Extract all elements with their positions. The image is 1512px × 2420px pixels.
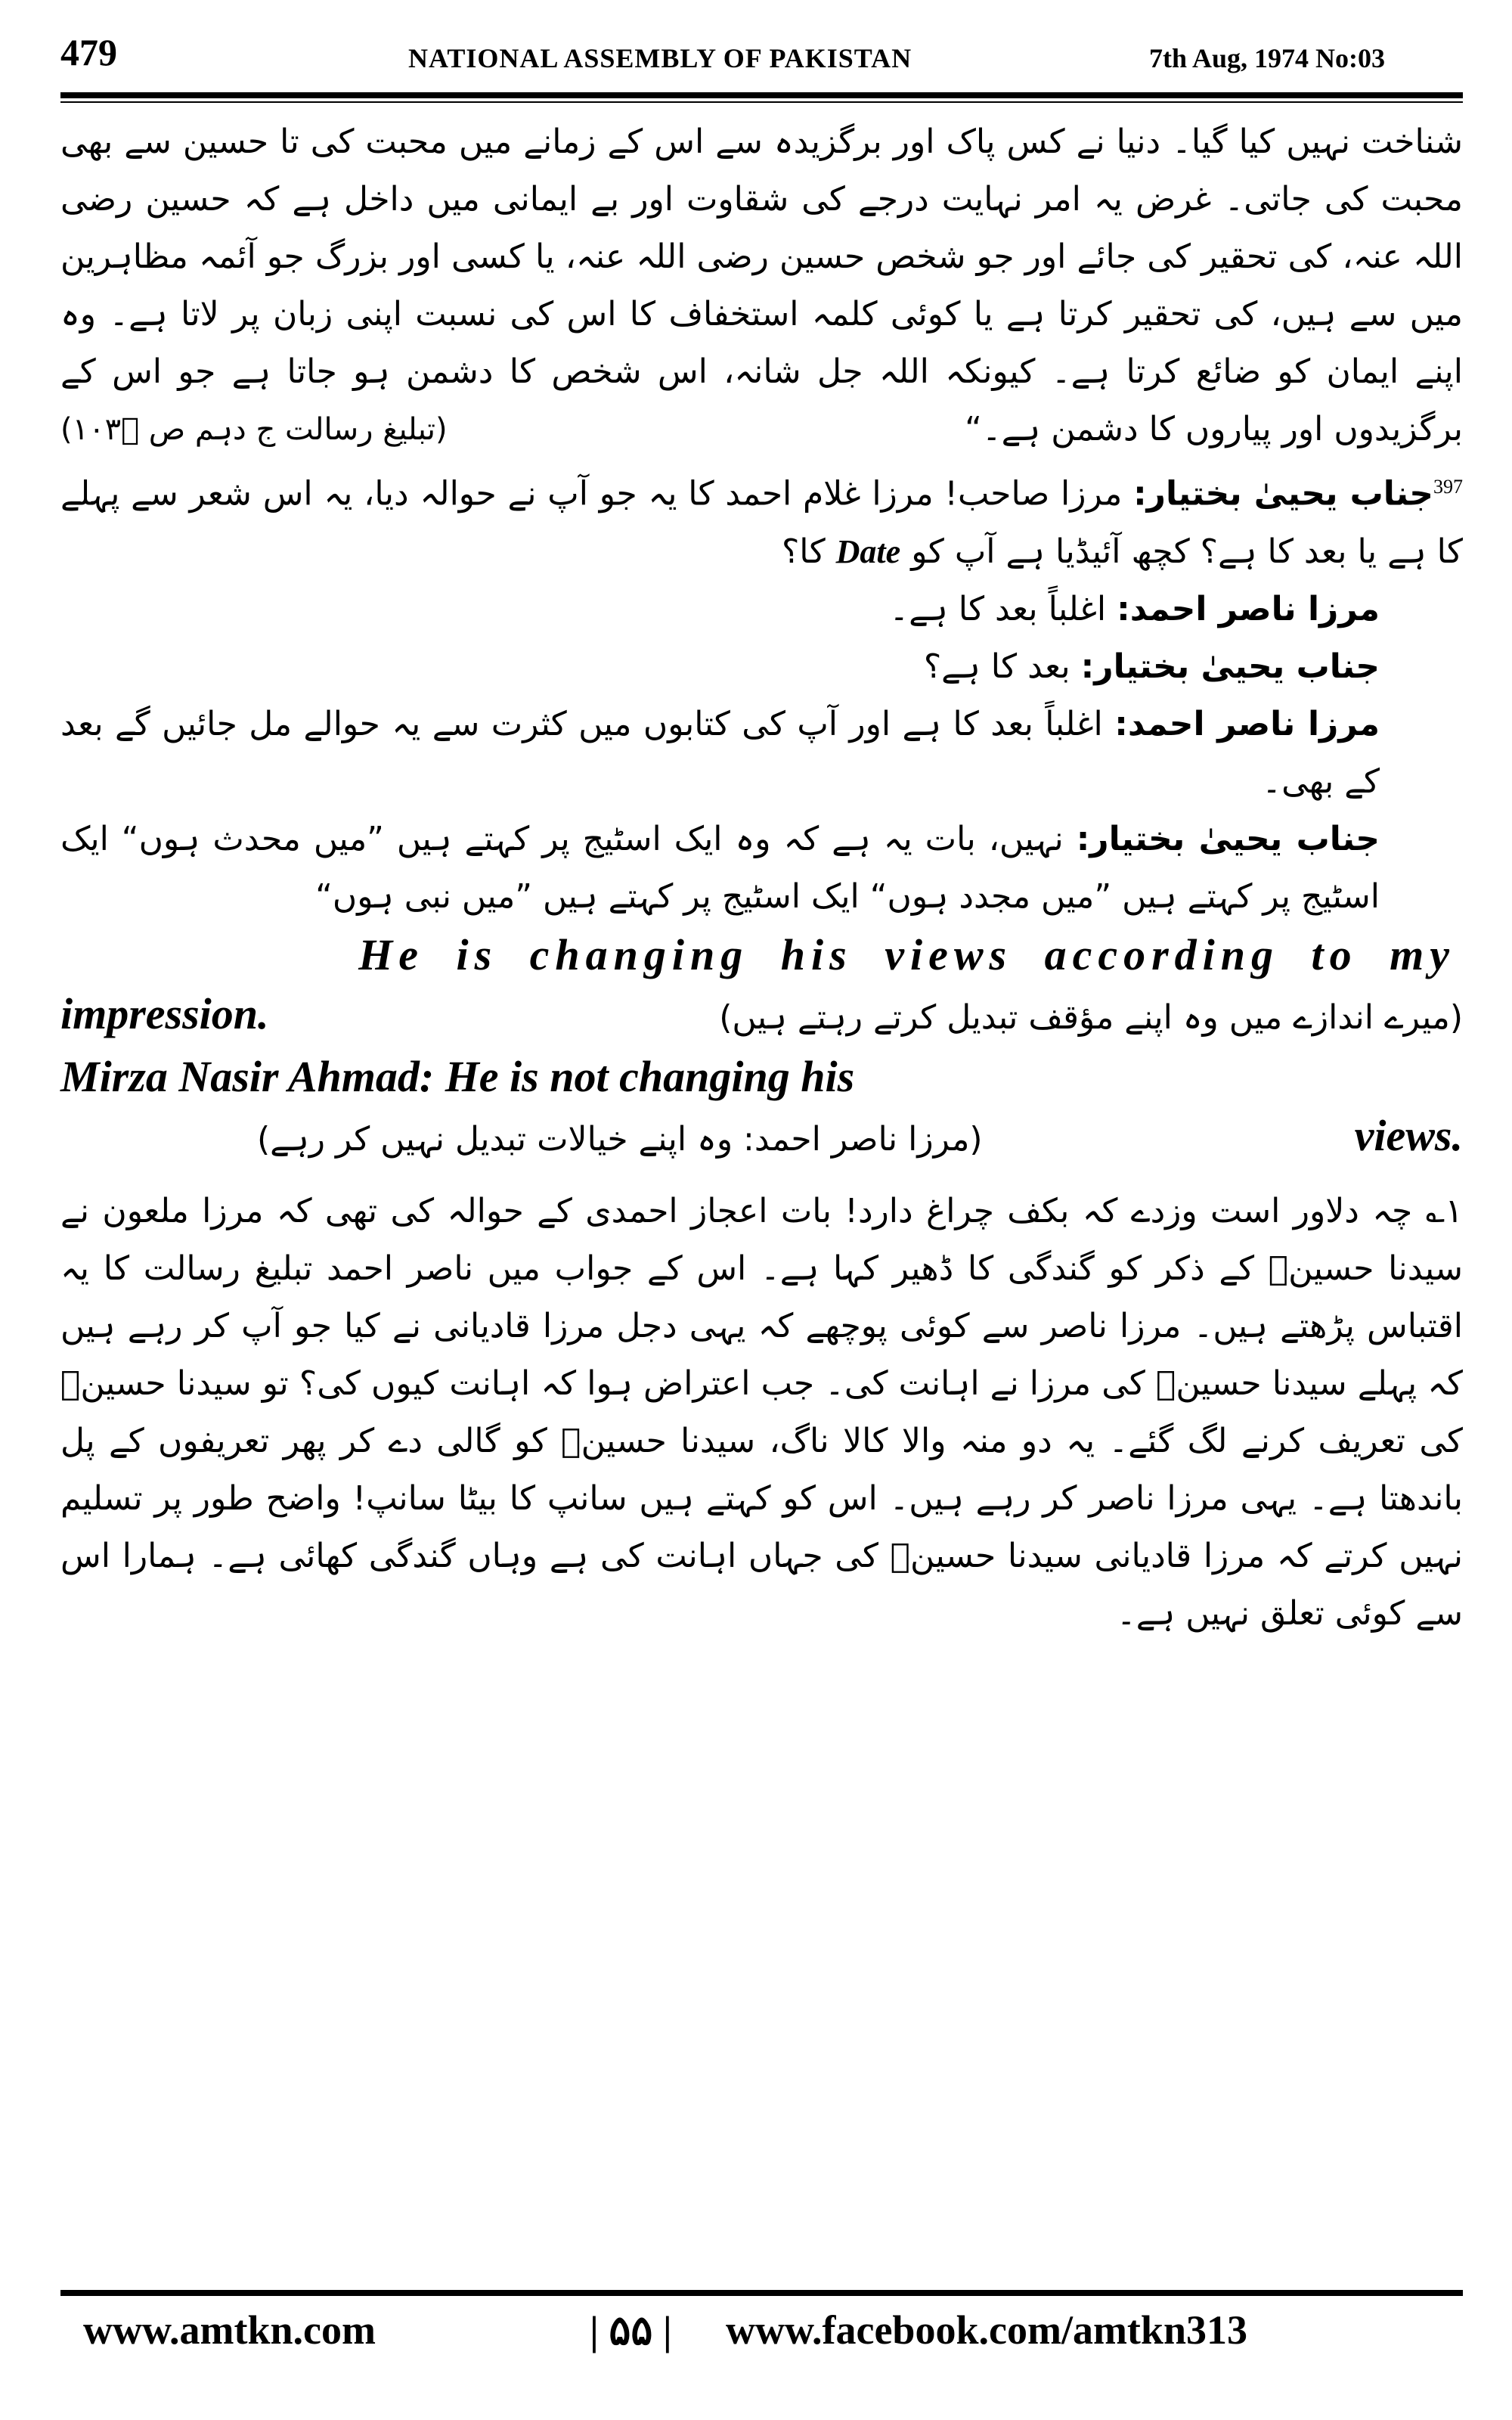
- quoted-paragraph: [60, 113, 1463, 458]
- dialogue-q1: [60, 458, 1463, 581]
- citation: (تبلیغ رسالت ج دہم ص ۱۰۳ؒ): [60, 412, 448, 447]
- dialogue-a2: [60, 696, 1463, 811]
- header-rule: [60, 92, 1463, 98]
- speaker: جناب یحییٰ بختیار:: [1133, 474, 1433, 513]
- page-body: [60, 113, 1463, 1643]
- footnote-marker: 397: [1433, 476, 1463, 498]
- header-rule-thin: [60, 101, 1463, 103]
- dialogue-text: اغلباً بعد کا ہے اور آپ کی کتابوں میں کثرت سے یہ حوالے مل جائیں گے بعد کے بھی۔: [60, 704, 1380, 801]
- facebook-link[interactable]: www.facebook.com/amtkn313: [726, 2307, 1247, 2353]
- running-title: NATIONAL ASSEMBLY OF PAKISTAN: [408, 43, 912, 73]
- website-link[interactable]: www.amtkn.com: [83, 2307, 376, 2353]
- dialogue-text: اغلباً بعد کا ہے۔: [889, 589, 1107, 628]
- urdu-translation: (میرے اندازے میں وہ اپنے مؤقف تبدیل کرتے رہتے ہیں): [719, 997, 1463, 1037]
- speaker: جناب یحییٰ بختیار:: [1076, 819, 1380, 858]
- dialogue-q3: [60, 811, 1463, 926]
- inline-english: Date: [835, 532, 901, 570]
- english-line-2b: [60, 1106, 1463, 1169]
- english-text: impression.: [60, 988, 269, 1038]
- page-header: [60, 30, 1463, 91]
- english-line-2: Mirza Nasir Ahmad: He is not changing his: [60, 1051, 855, 1101]
- urdu-translation: (مرزا ناصر احمد: وہ اپنے خیالات تبدیل نہیں کر رہے): [257, 1119, 983, 1159]
- dialogue-text: مرزا صاحب! مرزا غلام احمد کا یہ جو آپ نے حوالہ دیا، یہ اس شعر سے پہلے کا ہے یا بعد کا ہے؟ کچھ آئیڈیا ہے آپ کو: [60, 474, 1463, 571]
- english-line-1: He is changing his views according to my: [358, 929, 1455, 979]
- page-footer: [60, 2307, 1463, 2367]
- session-date: 7th Aug, 1974 No:03: [1149, 43, 1386, 73]
- speaker: مرزا ناصر احمد:: [1114, 704, 1380, 743]
- footer-page-marker: | ۵۵ |: [590, 2308, 672, 2353]
- quoted-paragraph-text: شناخت نہیں کیا گیا۔ دنیا نے کس پاک اور برگزیدہ سے اس کے زمانے میں محبت کی تا حسین سے بھی محبت کی جاتی۔ غرض یہ امر نہایت درجے کی شقاوت اور بے ایمانی میں داخل ہے کہ حسین رضی اللہ عنہ، کی تحقیر کی جائے اور جو شخص حسین رضی اللہ عنہ، یا کسی اور بزرگ جو آئمہ مظاہرین میں سے ہیں، کی تحقیر کرتا ہے یا کوئی کلمہ استخفاف کا اس کی نسبت اپنی زبان پر لاتا ہے۔ وہ اپنے ایمان کو ضائع کرتا ہے۔ کیونکہ اللہ جل شانہ، اس شخص کا دشمن ہو جاتا ہے جو اس کے برگزیدوں اور پیاروں کا دشمن ہے۔“: [60, 123, 1464, 448]
- english-text: views.: [1354, 1110, 1463, 1160]
- speaker: جناب یحییٰ بختیار:: [1080, 647, 1380, 686]
- page-number: 479: [60, 31, 117, 73]
- dialogue-text-end: کا؟: [781, 532, 826, 571]
- footer-rule: [60, 2290, 1463, 2296]
- speaker: مرزا ناصر احمد:: [1117, 589, 1380, 628]
- commentary-footnote: ۱؎ چہ دلاور است وزدے کہ بکف چراغ دارد! بات اعجاز احمدی کے حوالہ کی تھی کہ مرزا ملعون نے سیدنا حسینؓ کے ذکر کو گندگی کا ڈھیر کہا ہے۔ اس کے جواب میں ناصر احمد تبلیغ رسالت کا یہ اقتباس پڑھتے ہیں۔ مرزا ناصر سے کوئی پوچھے کہ یہی دجل مرزا قادیانی نے کیا جو آپ کر رہے ہیں کہ پہلے سیدنا حسینؓ کی مرزا نے اہانت کی۔ جب اعتراض ہوا کہ اہانت کیوں کی؟ تو سیدنا حسینؓ کی تعریف کرنے لگ گئے۔ یہ دو منہ والا کالا ناگ، سیدنا حسینؓ کو گالی دے کر پھر تعریفوں کے پل باندھتا ہے۔ یہی مرزا ناصر کر رہے ہیں۔ اس کو کہتے ہیں سانپ کا بیٹا سانپ! واضح طور پر تسلیم نہیں کرتے کہ مرزا قادیانی سیدنا حسینؓ کی جہاں اہانت کی ہے وہاں گندگی کھائی ہے۔ ہمارا اس سے کوئی تعلق نہیں ہے۔: [60, 1191, 1463, 1633]
- dialogue-q2: [60, 638, 1463, 696]
- english-line-1b: [60, 985, 1463, 1047]
- dialogue-a1: [60, 581, 1463, 638]
- dialogue-text: بعد کا ہے؟: [923, 647, 1070, 686]
- dialogue-text: نہیں، بات یہ ہے کہ وہ ایک اسٹیج پر کہتے ہیں ”میں محدث ہوں“ ایک اسٹیج پر کہتے ہیں ”میں مجدد ہوں“ ایک اسٹیج پر کہتے ہیں ”میں نبی ہوں“: [60, 819, 1380, 916]
